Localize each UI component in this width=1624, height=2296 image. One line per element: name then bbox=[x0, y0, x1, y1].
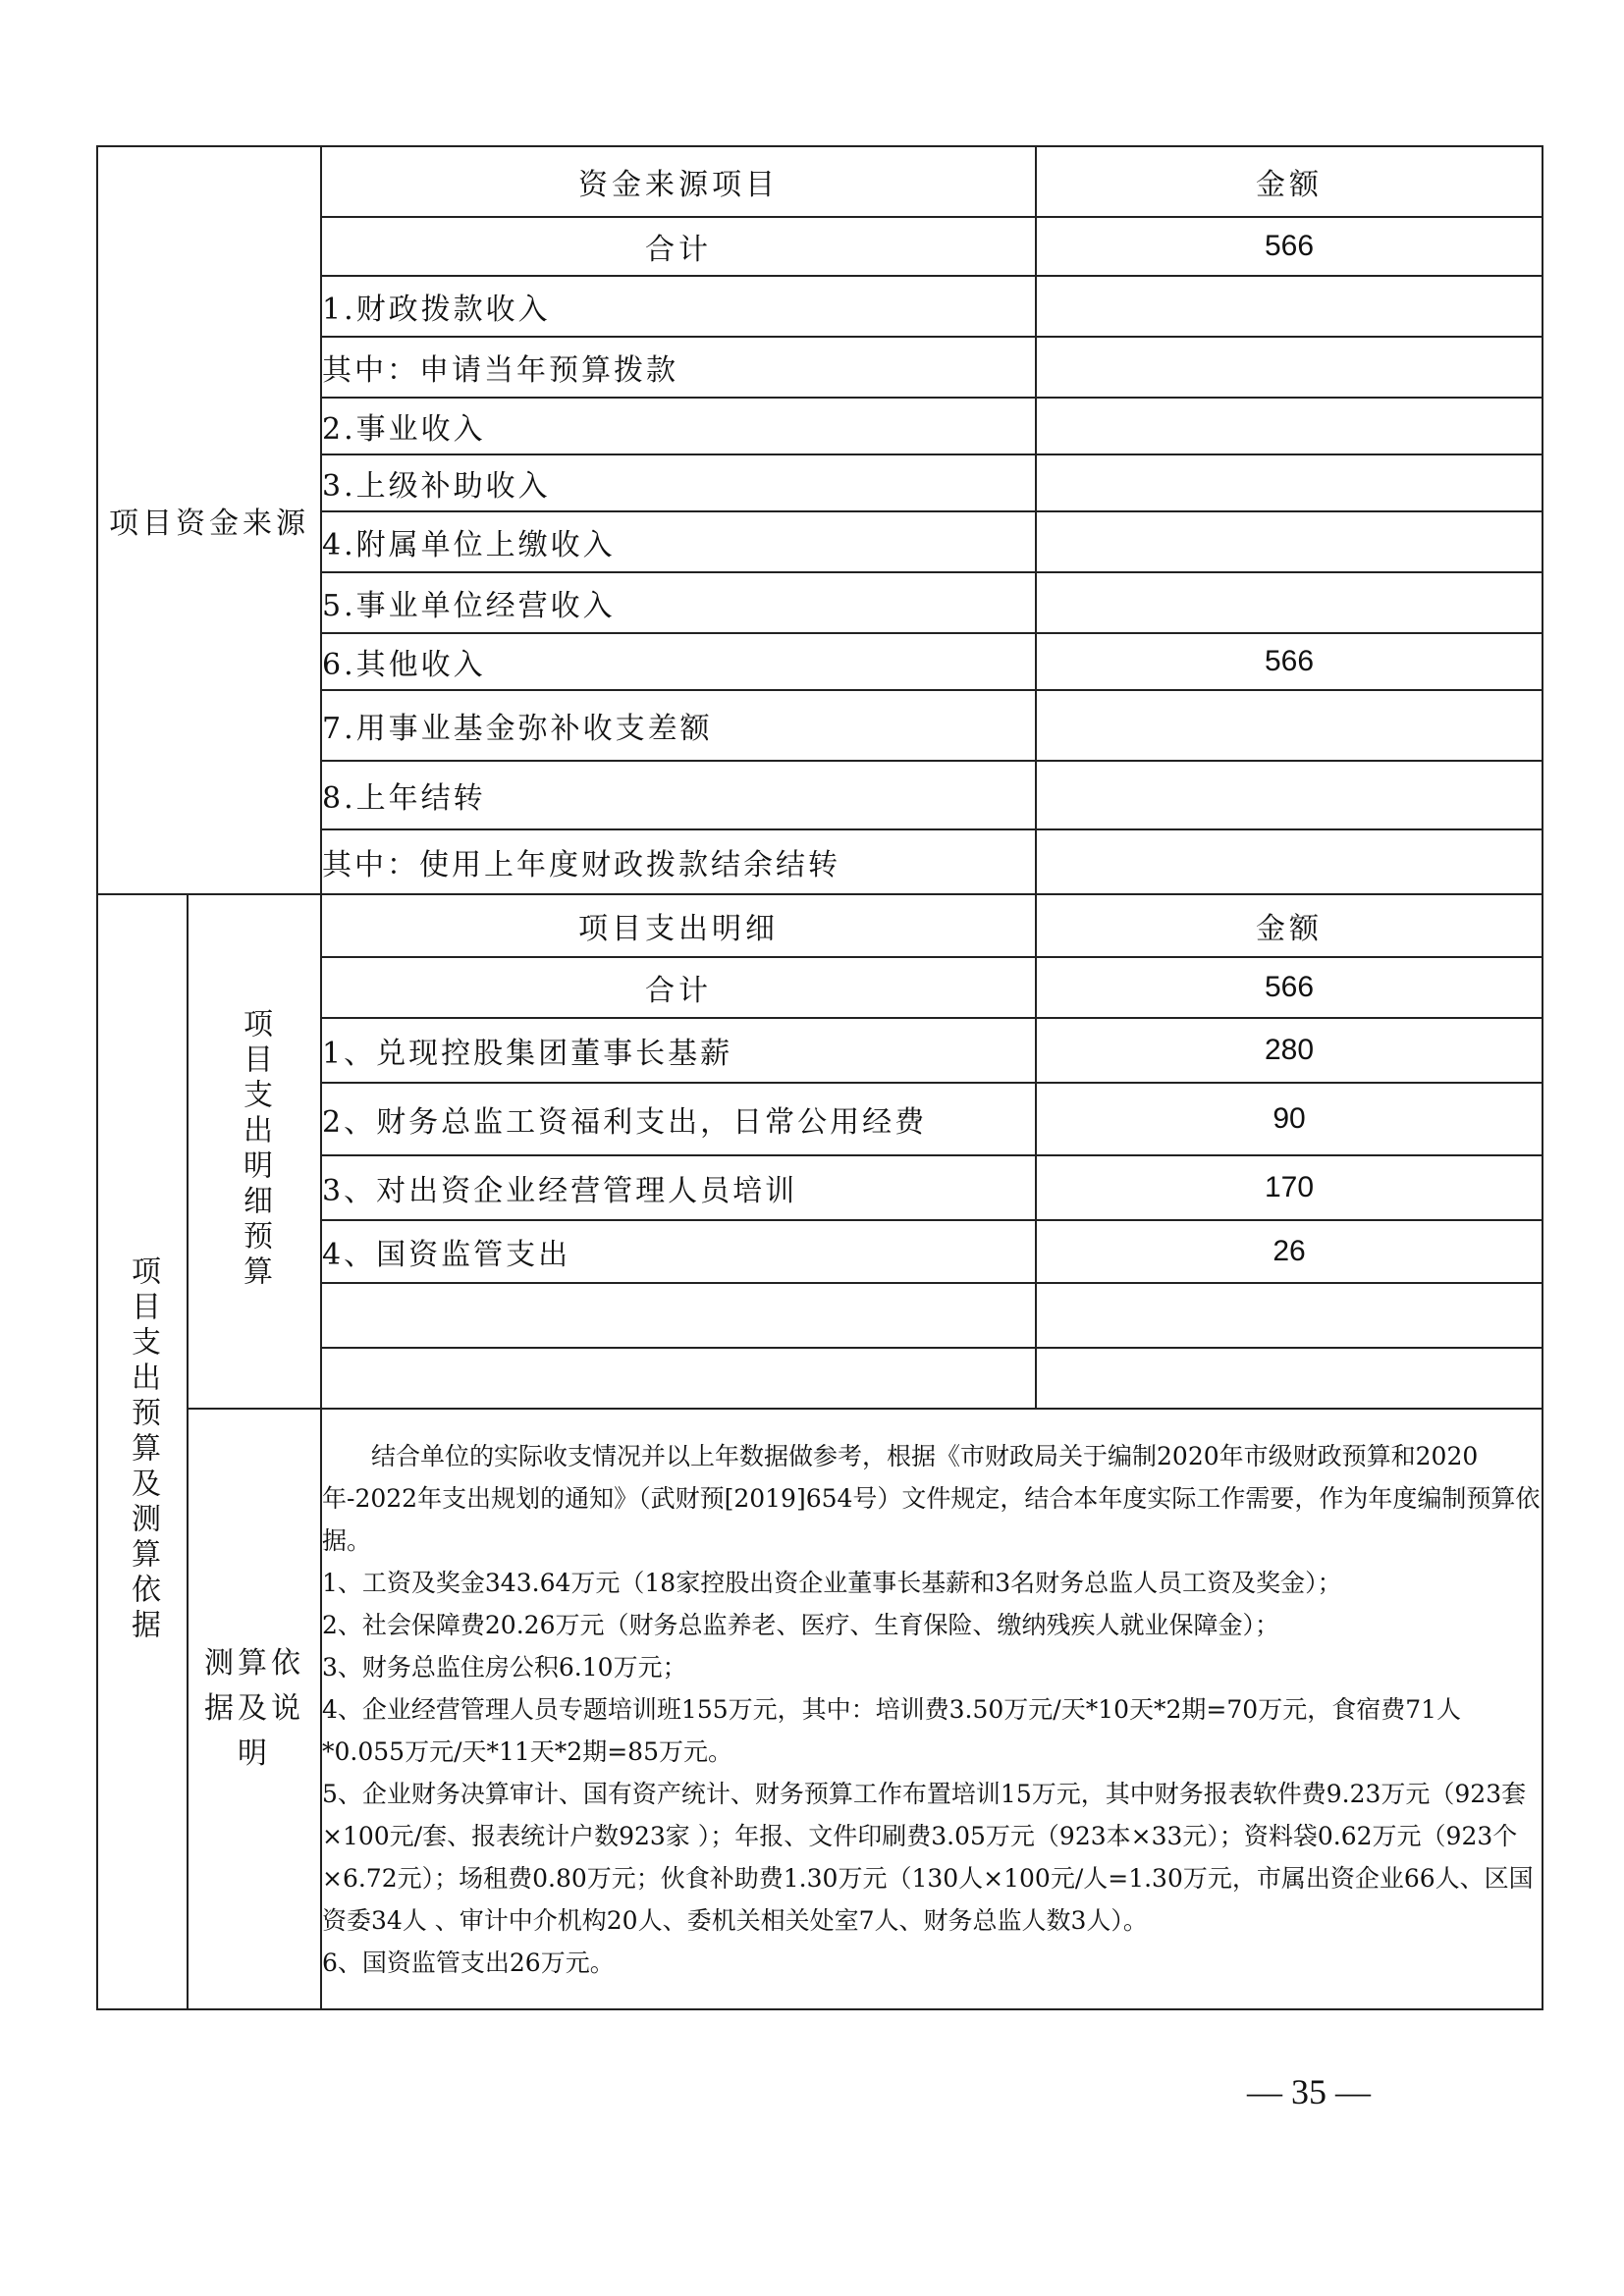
funding-row-value bbox=[1036, 511, 1543, 572]
basis-paragraph: 6、国资监管支出26万元。 bbox=[322, 1948, 615, 1977]
basis-content bbox=[321, 1409, 1543, 2009]
funding-amount-header: 金额 bbox=[1036, 146, 1543, 217]
funding-row-label: 7.用事业基金弥补收支差额 bbox=[321, 690, 1036, 761]
funding-total-value: 566 bbox=[1036, 217, 1543, 276]
basis-paragraph: 1、工资及奖金343.64万元（18家控股出资企业董事长基薪和3名财务总监人员工资及奖金）； bbox=[322, 1568, 1342, 1597]
expense-row-value bbox=[1036, 1283, 1543, 1348]
funding-total-label: 合计 bbox=[321, 217, 1036, 276]
expense-detail-label-cell bbox=[188, 894, 321, 1409]
expense-row-label: 4、国资监管支出 bbox=[321, 1220, 1036, 1283]
funding-row-value bbox=[1036, 337, 1543, 398]
expense-row-value: 26 bbox=[1036, 1220, 1543, 1283]
funding-row-value bbox=[1036, 454, 1543, 511]
funding-row-value bbox=[1036, 690, 1543, 761]
expense-row-value: 280 bbox=[1036, 1018, 1543, 1083]
funding-row-value bbox=[1036, 572, 1543, 633]
page-number: — 35 — bbox=[1247, 2072, 1371, 2111]
funding-source-item-header: 资金来源项目 bbox=[321, 146, 1036, 217]
basis-paragraph: 4、企业经营管理人员专题培训班155万元，其中：培训费3.50万元/天*10天*2期=70万元，食宿费71人*0.055万元/天*11天*2期=85万元。 bbox=[322, 1694, 1462, 1766]
basis-paragraph: 3、财务总监住房公积6.10万元； bbox=[322, 1652, 687, 1682]
budget-table bbox=[96, 145, 1543, 2010]
expense-item-header: 项目支出明细 bbox=[321, 894, 1036, 957]
basis-label-cell bbox=[188, 1409, 321, 2009]
expense-row-label: 1、兑现控股集团董事长基薪 bbox=[321, 1018, 1036, 1083]
funding-row-label: 6.其他收入 bbox=[321, 633, 1036, 690]
expense-row-label bbox=[321, 1283, 1036, 1348]
funding-row-label: 4.附属单位上缴收入 bbox=[321, 511, 1036, 572]
expense-row-value bbox=[1036, 1348, 1543, 1409]
expense-row-label bbox=[321, 1348, 1036, 1409]
funding-row-label: 8.上年结转 bbox=[321, 761, 1036, 829]
basis-paragraph: 2、社会保障费20.26万元（财务总监养老、医疗、生育保险、缴纳残疾人就业保障金）； bbox=[322, 1610, 1279, 1639]
funding-row-label: 3.上级补助收入 bbox=[321, 454, 1036, 511]
funding-source-label: 项目资金来源 bbox=[97, 146, 321, 894]
funding-row-value: 566 bbox=[1036, 633, 1543, 690]
funding-row-value bbox=[1036, 398, 1543, 454]
expense-amount-header: 金额 bbox=[1036, 894, 1543, 957]
funding-row-label: 其中：使用上年度财政拨款结余结转 bbox=[321, 829, 1036, 894]
funding-row-label: 其中：申请当年预算拨款 bbox=[321, 337, 1036, 398]
funding-row-value bbox=[1036, 276, 1543, 337]
expense-detail-label: 项目支出明细预算 bbox=[238, 1008, 272, 1291]
funding-row-label: 2.事业收入 bbox=[321, 398, 1036, 454]
expense-total-value: 566 bbox=[1036, 957, 1543, 1018]
basis-paragraph: 5、企业财务决算审计、国有资产统计、财务预算工作布置培训15万元，其中财务报表软件费9.23万元（923套×100元/套、报表统计户数923家 ）；年报、文件印刷费3.05万元（923本×33元）；资料袋0.62万元（923个×6.72元）；场租费0.80万元；伙食补助费1.30万元（130人×100元/人=1.30万元，市属出资企业66人、区国资委34人 、审计中介机构20人、委机关相关处室7人、财务总监人数3人）。 bbox=[322, 1779, 1534, 1935]
funding-row-value bbox=[1036, 829, 1543, 894]
expense-row-value: 90 bbox=[1036, 1083, 1543, 1155]
basis-label: 测算依 据及说 明 bbox=[204, 1646, 304, 1771]
expense-row-label: 3、对出资企业经营管理人员培训 bbox=[321, 1155, 1036, 1220]
funding-row-value bbox=[1036, 761, 1543, 829]
expense-total-label: 合计 bbox=[321, 957, 1036, 1018]
expense-outer-label-cell bbox=[97, 894, 188, 2009]
expense-row-label: 2、财务总监工资福利支出，日常公用经费 bbox=[321, 1083, 1036, 1155]
expense-row-value: 170 bbox=[1036, 1155, 1543, 1220]
expense-outer-label: 项目支出预算及测算依据 bbox=[126, 1255, 160, 1644]
funding-row-label: 1.财政拨款收入 bbox=[321, 276, 1036, 337]
funding-row-label: 5.事业单位经营收入 bbox=[321, 572, 1036, 633]
basis-paragraph: 结合单位的实际收支情况并以上年数据做参考，根据《市财政局关于编制2020年市级财政预算和2020年-2022年支出规划的通知》（武财预[2019]654号）文件规定，结合本年度实际工作需要，作为年度编制预算依据。 bbox=[322, 1441, 1541, 1555]
